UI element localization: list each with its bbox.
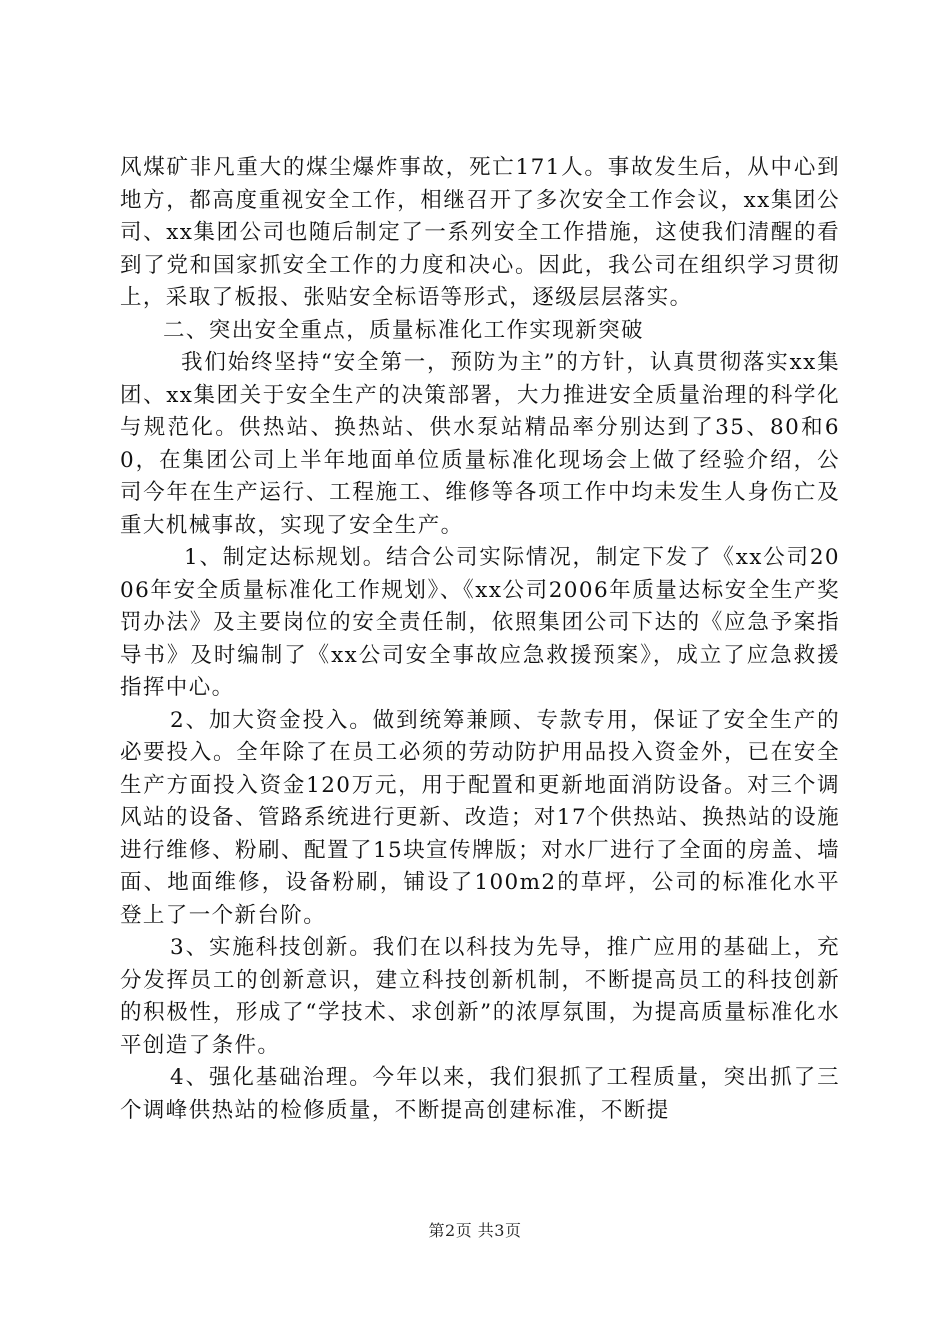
paragraph-policy: 我们始终坚持“安全第一，预防为主”的方针，认真贯彻落实xx集团、xx集团关于安全生产的决策部署，大力推进安全质量治理的科学化与规范化。供热站、换热站、供水泵站精品率分别达到了35、80和60，在集团公司上半年地面单位质量标准化现场会上做了经验介绍，公司今年在生产运行、工程施工、维修等各项工作中均未发生人身伤亡及重大机械事故，实现了安全生产。 <box>120 350 840 538</box>
document-body <box>120 152 840 1127</box>
paragraph-item-3: 3、实施科技创新。我们在以科技为先导，推广应用的基础上，充分发挥员工的创新意识，建立科技创新机制，不断提高员工的科技创新的积极性，形成了“学技术、求创新”的浓厚氛围，为提高质量标准化水平创造了条件。 <box>120 935 840 1058</box>
paragraph-item-1: 1、制定达标规划。结合公司实际情况，制定下发了《xx公司2006年安全质量标准化工作规划》、《xx公司2006年质量达标安全生产奖罚办法》及主要岗位的安全责任制，依照集团公司下达的《应急予案指导书》及时编制了《xx公司安全事故应急救援预案》，成立了应急救援指挥中心。 <box>120 545 840 700</box>
paragraph-continuation: 风煤矿非凡重大的煤尘爆炸事故，死亡171人。事故发生后，从中心到地方，都高度重视安全工作，相继召开了多次安全工作会议，xx集团公司、xx集团公司也随后制定了一系列安全工作措施，这使我们清醒的看到了党和国家抓安全工作的力度和决心。因此，我公司在组织学习贯彻上，采取了板报、张贴安全标语等形式，逐级层层落实。 <box>120 155 840 310</box>
paragraph-item-4: 4、强化基础治理。今年以来，我们狠抓了工程质量，突出抓了三个调峰供热站的检修质量，不断提高创建标准，不断提 <box>120 1065 840 1123</box>
section-heading: 二、突出安全重点，质量标准化工作实现新突破 <box>163 317 644 343</box>
paragraph-item-2: 2、加大资金投入。做到统筹兼顾、专款专用，保证了安全生产的必要投入。全年除了在员工必须的劳动防护用品投入资金外，已在安全生产方面投入资金120万元，用于配置和更新地面消防设备。对三个调风站的设备、管路系统进行更新、改造；对17个供热站、换热站的设施进行维修、粉刷、配置了15块宣传牌版；对水厂进行了全面的房盖、墙面、地面维修，设备粉刷，铺设了100m2的草坪，公司的标准化水平登上了一个新台阶。 <box>120 707 840 928</box>
page-number-footer: 第2页 共3页 <box>428 1221 522 1240</box>
